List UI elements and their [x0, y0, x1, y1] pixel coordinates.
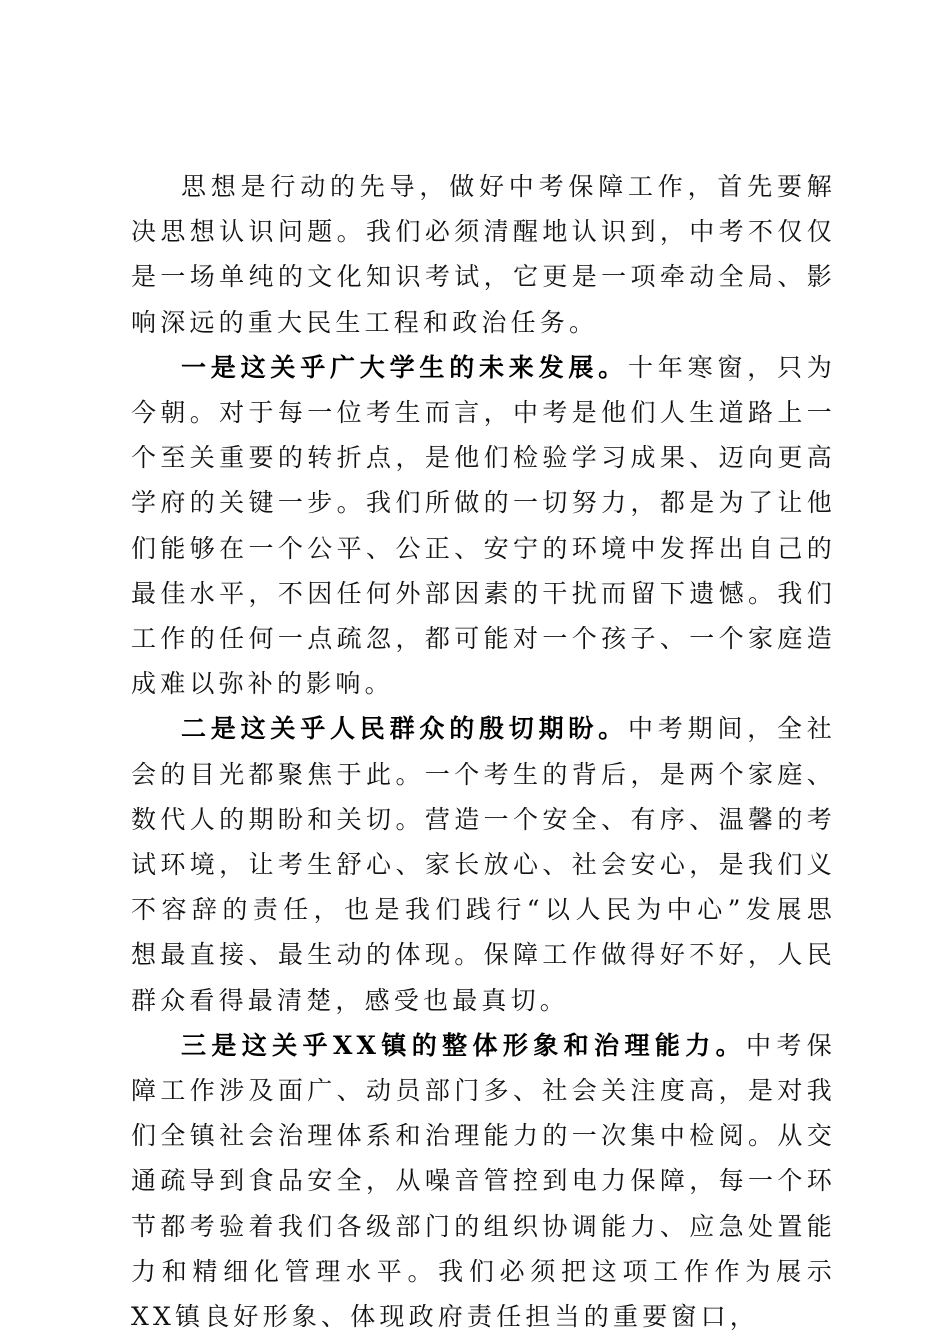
paragraph-intro	[131, 164, 836, 345]
paragraph-one-lead: 一是这关乎广大学生的未来发展。	[181, 352, 628, 382]
paragraph-three-text: 中考保障工作涉及面广、动员部门多、社会关注度高，是对我们全镇社会治理体系和治理能力的一次集中检阅。从交通疏导到食品安全，从噪音管控到电力保障，每一个环节都考验着我们各级部门的组织协调能力、应急处置能力和精细化管理水平。我们必须把这项工作作为展示XX镇良好形象、体现政府责任担当的重要窗口，	[131, 1030, 836, 1332]
paragraph-three-lead: 三是这关乎XX镇的整体形象和治理能力。	[181, 1030, 746, 1060]
paragraph-two	[131, 706, 836, 1022]
paragraph-three	[131, 1023, 836, 1339]
paragraph-one	[131, 345, 836, 707]
paragraph-two-text: 中考期间，全社会的目光都聚焦于此。一个考生的背后，是两个家庭、数代人的期盼和关切。营造一个安全、有序、温馨的考试环境，让考生舒心、家长放心、社会安心，是我们义不容辞的责任，也是我们践行“以人民为中心”发展思想最直接、最生动的体现。保障工作做得好不好，人民群众看得最清楚，感受也最真切。	[131, 714, 836, 1015]
document-body	[131, 164, 836, 1339]
paragraph-intro-text: 思想是行动的先导，做好中考保障工作，首先要解决思想认识问题。我们必须清醒地认识到，中考不仅仅是一场单纯的文化知识考试，它更是一项牵动全局、影响深远的重大民生工程和政治任务。	[131, 172, 836, 337]
paragraph-two-lead: 二是这关乎人民群众的殷切期盼。	[181, 714, 628, 744]
paragraph-one-text: 十年寒窗，只为今朝。对于每一位考生而言，中考是他们人生道路上一个至关重要的转折点，是他们检验学习成果、迈向更高学府的关键一步。我们所做的一切努力，都是为了让他们能够在一个公平、公正、安宁的环境中发挥出自己的最佳水平，不因任何外部因素的干扰而留下遗憾。我们工作的任何一点疏忽，都可能对一个孩子、一个家庭造成难以弥补的影响。	[131, 352, 836, 699]
